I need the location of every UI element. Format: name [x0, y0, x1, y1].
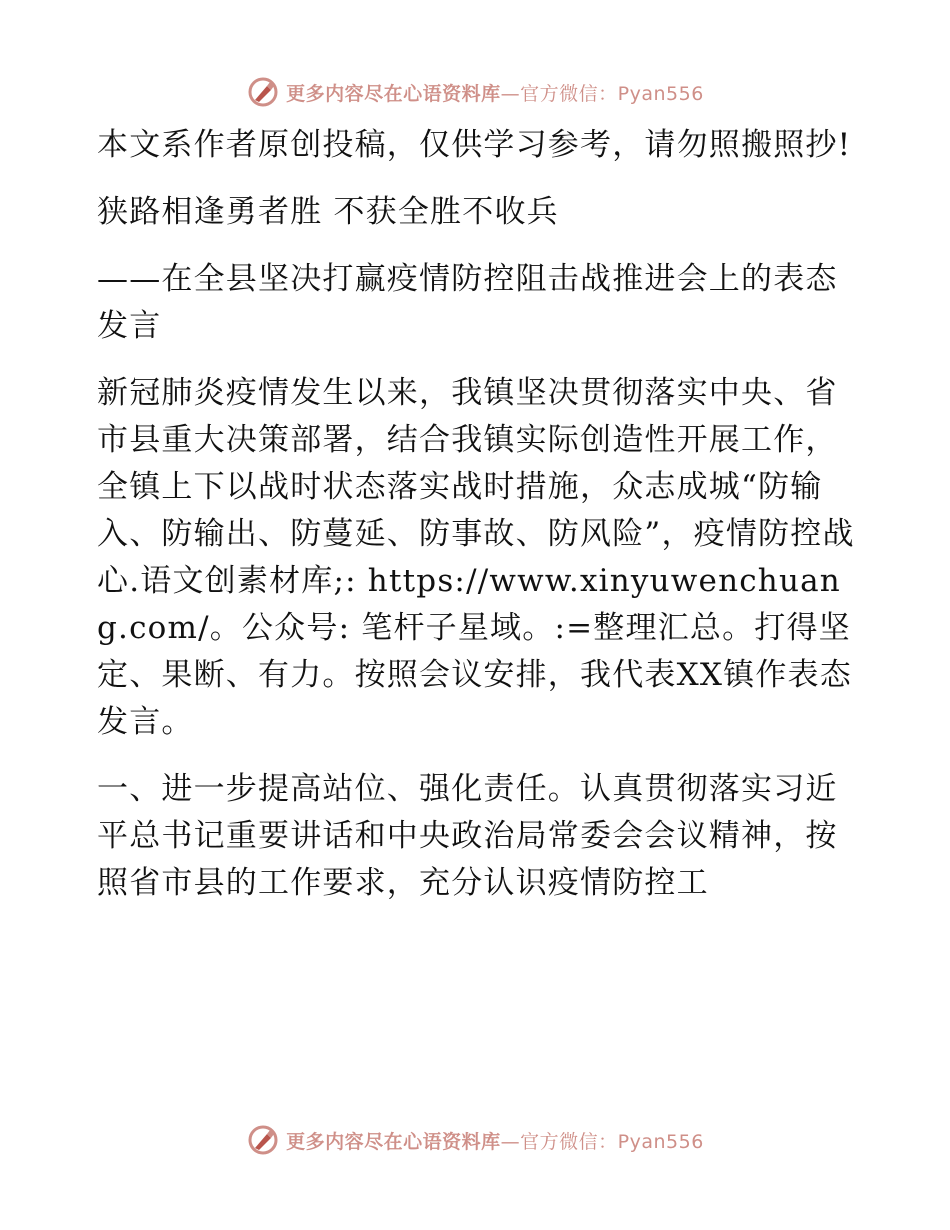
- banner-site-name: 更多内容尽在心语资料库: [286, 82, 501, 105]
- banner-separator: —: [500, 82, 521, 105]
- pen-logo-icon: [246, 75, 280, 109]
- banner-text: [286, 1127, 704, 1154]
- banner-wechat: 官方微信：Pyan556: [520, 1130, 704, 1153]
- body-paragraph: 新冠肺炎疫情发生以来，我镇坚决贯彻落实中央、省市县重大决策部署，结合我镇实际创造性开展工作，全镇上下以战时状态落实战时措施，众志成城“防输入、防输出、防蔓延、防事故、防风险”，疫情防控战心.语文创素材库;: https://www.xinyuwenchuang.com/。公众号: 笔杆子星域。:=整理汇总。打得坚定、果断、有力。按照会议安排，我代表XX镇作表态发言。: [97, 375, 855, 740]
- copyright-notice: 本文系作者原创投稿，仅供学习参考，请勿照搬照抄!: [97, 127, 852, 163]
- footer-banner: [0, 1120, 950, 1160]
- banner-text: [286, 79, 704, 106]
- document-subtitle: ——在全县坚决打赢疫情防控阻击战推进会上的表态发言: [97, 261, 838, 344]
- body-paragraph: 一、进一步提高站位、强化责任。认真贯彻落实习近平总书记重要讲话和中央政治局常委会会议精神，按照省市县的工作要求，充分认识疫情防控工: [97, 771, 838, 901]
- pen-logo-icon: [246, 1123, 280, 1157]
- document-title: 狭路相逢勇者胜 不获全胜不收兵: [97, 194, 559, 230]
- banner-separator: —: [500, 1130, 521, 1153]
- header-banner: [0, 72, 950, 112]
- document-body: [97, 122, 857, 927]
- banner-wechat: 官方微信：Pyan556: [520, 82, 704, 105]
- banner-site-name: 更多内容尽在心语资料库: [286, 1130, 501, 1153]
